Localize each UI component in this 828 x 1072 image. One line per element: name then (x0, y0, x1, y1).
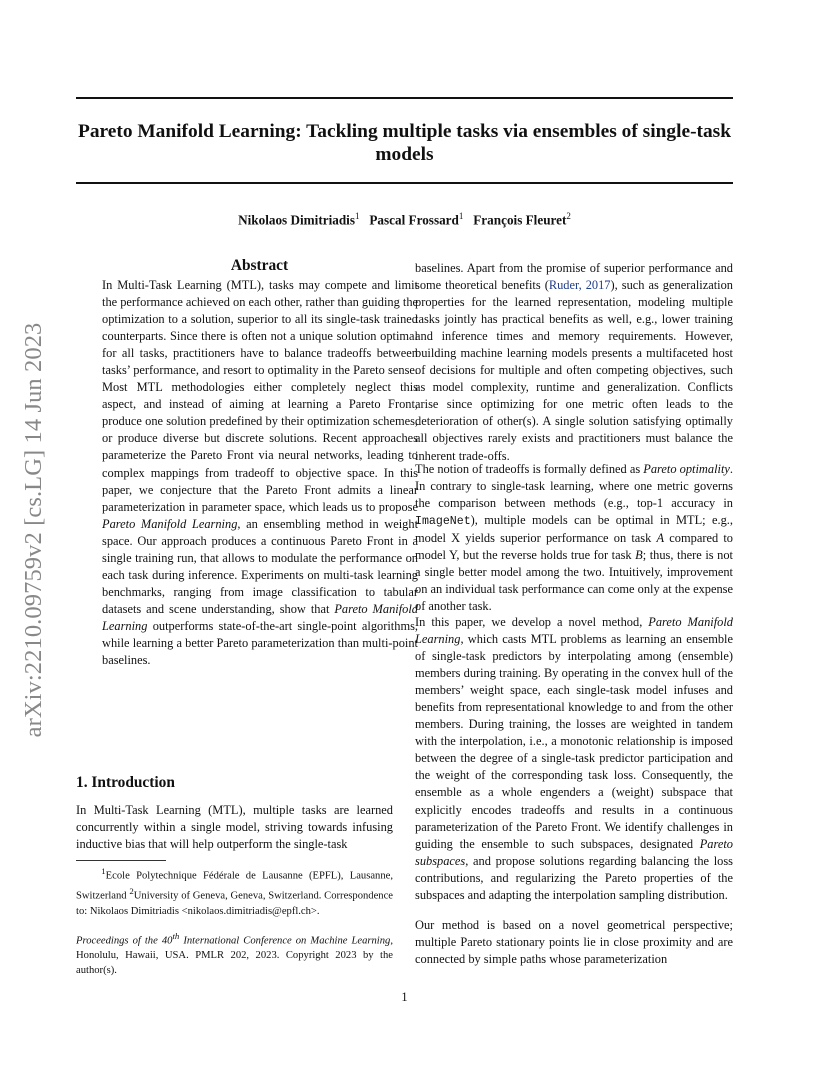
section-heading-introduction: 1. Introduction (76, 774, 175, 791)
paper-title: Pareto Manifold Learning: Tackling multiple tasks via ensembles of single-task models (77, 121, 732, 165)
right-paragraph-1: baselines. Apart from the promise of superior performance and some theoretical benefits (Ruder, 2017), such as generalization properties for the learned representation, modeling multiple tasks jointly has practical benefits as well, e.g., lower training and inference times and memory requirements. However, building machine learning models presents a multifaceted host of decisions for multiple and often competing objectives, such as model complexity, runtime and generalization. Conflicts arise since optimizing for one metric often leads to the deterioration of other(s). A single solution satisfying optimally all objectives rarely exists and practitioners must balance the inherent trade-offs. (415, 261, 733, 463)
affiliation-mark: 2 (566, 211, 571, 221)
right-paragraph-2: The notion of tradeoffs is formally defined as Pareto optimality. In contrary to single-task learning, where one metric governs the comparison between methods (e.g., top-1 accuracy in ImageNet), multiple models can be optimal in MTL; e.g., model X yields superior performance on task A compared to model Y, but the reverse holds true for task B; thus, there is not a single better model among the two. Intuitively, improvement on an individual task performance can come only at the expense of another task. (415, 462, 734, 614)
abstract-heading: Abstract (230, 257, 289, 274)
author-name[interactable]: Nikolaos Dimitriadis (238, 212, 355, 228)
dataset-name: ImageNet (415, 515, 471, 529)
abstract-body: In Multi-Task Learning (MTL), tasks may compete and limit the performance achieved on each other, rather than guiding the optimization to a solution, superior to all its single-task trained counterparts. Since there is often not a unique solution optimal for all tasks, practitioners have to balance tradeoffs between tasks’ performance, and resort to optimality in the Pareto sense. Most MTL methodologies either completely neglect this aspect, and instead of aiming at learning a Pareto Front, produce one solution predefined by their optimization schemes, or produce diverse but discrete solutions. Recent approaches parameterize the Pareto Front via neural networks, leading to complex mappings from tradeoff to objective space. In this paper, we conjecture that the Pareto Front admits a linear parameterization in parameter space, which leads us to propose Pareto Manifold Learning, an ensembling method in weight space. Our approach produces a continuous Pareto Front in a single training run, that allows to modulate the performance on each task during inference. Experiments on multi-task learning benchmarks, ranging from image classification to tabular datasets and scene understanding, show that Pareto Manifold Learning outperforms state-of-the-art single-point algorithms, while learning a better Pareto parameterization than multi-point baselines. (102, 278, 419, 668)
introduction-paragraph: In Multi-Task Learning (MTL), multiple tasks are learned concurrently within a single model, striving towards infusing inductive bias that will help outperform the single-task (76, 803, 393, 852)
citation-link[interactable]: Ruder, 2017 (548, 278, 611, 293)
arxiv-stamp[interactable]: arXiv:2210.09759v2 [cs.LG] 14 Jun 2023 (20, 322, 47, 738)
page-number: 1 (401, 990, 408, 1004)
affiliation-mark: 1 (458, 211, 464, 221)
right-paragraph-3: In this paper, we develop a novel method, Pareto Manifold Learning, which casts MTL problems as learning an ensemble of single-task predictors by interpolating among (ensemble) members during training. By operating in the convex hull of the members’ weight space, each single-task model infuses and benefits from representational knowledge to and from the other members. During training, the losses are weighted in tandem with the interpolation, i.e., a monotonic relationship is imposed between the degree of a single-task predictor participation and the weight of the corresponding task loss. Consequently, the ensemble as a whole engenders a (weight) subspace that explicitly encodes tradeoffs and results in a continuous parameterization of the Pareto Front. We identify challenges in guiding the ensemble to such subspaces, designated Pareto subspaces, and propose solutions regarding balancing the loss contributions, and regularizing the Pareto properties of the subspaces and adapting the interpolation sampling distribution. (415, 615, 733, 902)
title-top-rule (76, 97, 733, 99)
author-name[interactable]: Pascal Frossard (369, 212, 459, 228)
right-paragraph-4: Our method is based on a novel geometrical perspective; multiple Pareto stationary points lie in close proximity and are connected by simple paths whose parameterization (415, 918, 733, 967)
affiliation-mark: 1 (354, 211, 360, 221)
author-name[interactable]: François Fleuret (473, 212, 567, 228)
affiliation-footnote: $^1$Ecole Polytechnique Fédérale de Lausanne (EPFL), Lausanne, Switzerland $^2$University of Geneva, Geneva, Switzerland. Correspondence to: Nikolaos Dimitriadis <nikolaos.dimitriadis@epfl.ch>. (76, 866, 393, 917)
footnote-divider (76, 860, 166, 861)
title-bottom-rule (76, 182, 733, 184)
proceedings-notice: Proceedings of the 40th International Conference on Machine Learning, Honolulu, Hawaii, USA. PMLR 202, 2023. Copyright 2023 by the author(s). (76, 931, 393, 977)
author-list (76, 211, 733, 228)
